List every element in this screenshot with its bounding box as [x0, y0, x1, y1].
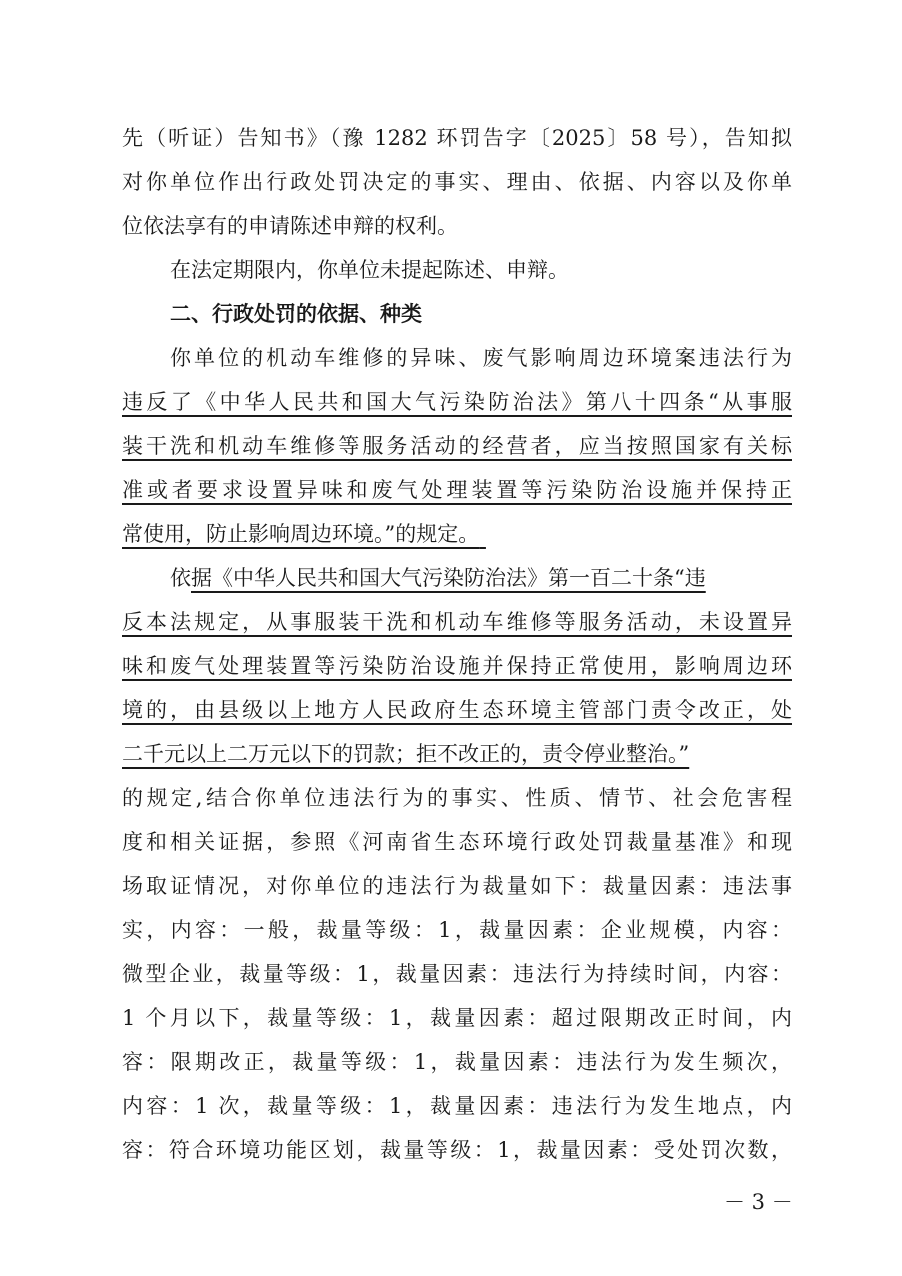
page-number: － 3 －	[724, 1190, 793, 1214]
body-line: 对你单位作出行政处罚决定的事实、理由、依据、内容以及你单	[122, 170, 792, 194]
underlined-line	[122, 608, 792, 638]
cited-law-text: 反本法规定，从事服装干洗和机动车维修等服务活动，未设置异	[122, 610, 792, 634]
underlined-line	[122, 432, 792, 462]
body-line: 先（听证）告知书》（豫 1282 环罚告字〔2025〕58 号），告知拟	[122, 126, 792, 150]
underlined-line	[122, 476, 792, 506]
body-line: 度和相关证据，参照《河南省生态环境行政处罚裁量基准》和现	[122, 830, 792, 854]
underlined-line	[122, 740, 792, 770]
cited-law-text: 常使用，防止影响周边环境。”的规定。	[122, 522, 480, 546]
body-line: 内容：1 次，裁量等级：1，裁量因素：违法行为发生地点，内	[122, 1094, 792, 1118]
underlined-line	[122, 652, 792, 682]
body-line: 容：符合环境功能区划，裁量等级：1，裁量因素：受处罚次数，	[122, 1138, 792, 1162]
cited-law-text: 二千元以上二万元以下的罚款；拒不改正的，责令停业整治。”	[122, 742, 690, 766]
body-line: 你单位的机动车维修的异味、废气影响周边环境案违法行为	[170, 346, 792, 370]
underlined-line	[122, 520, 792, 550]
cited-law-text: 准或者要求设置异味和废气处理装置等污染防治设施并保持正	[122, 478, 792, 502]
underlined-line	[122, 696, 792, 726]
cited-law-text: 境的，由县级以上地方人民政府生态环境主管部门责令改正，处	[122, 698, 792, 722]
body-line: 实，内容：一般，裁量等级：1，裁量因素：企业规模，内容：	[122, 918, 792, 942]
body-line: 场取证情况，对你单位的违法行为裁量如下：裁量因素：违法事	[122, 874, 792, 898]
body-line: 微型企业，裁量等级：1，裁量因素：违法行为持续时间，内容：	[122, 962, 792, 986]
cited-law-text: 味和废气处理装置等污染防治设施并保持正常使用，影响周边环	[122, 654, 792, 678]
body-line: 位依法享有的申请陈述申辩的权利。	[122, 214, 458, 238]
body-line: 1 个月以下，裁量等级：1，裁量因素：超过限期改正时间，内	[122, 1006, 792, 1030]
section-heading: 二、行政处罚的依据、种类	[170, 302, 422, 326]
cited-law-text: 装干洗和机动车维修等服务活动的经营者，应当按照国家有关标	[122, 434, 792, 458]
cited-law-text: 据《中华人民共和国大气污染防治法》第一百二十条“违	[191, 566, 706, 590]
underlined-line	[122, 388, 792, 418]
cited-law-text: 违反了《中华人民共和国大气污染防治法》第八十四条“从事服	[122, 390, 792, 414]
body-line: 容：限期改正，裁量等级：1，裁量因素：违法行为发生频次，	[122, 1050, 792, 1074]
body-line: 的规定,结合你单位违法行为的事实、性质、情节、社会危害程	[122, 786, 792, 810]
body-line: 在法定期限内，你单位未提起陈述、申辩。	[170, 258, 569, 282]
underlined-line	[170, 564, 792, 594]
body-text: 依	[170, 566, 191, 590]
